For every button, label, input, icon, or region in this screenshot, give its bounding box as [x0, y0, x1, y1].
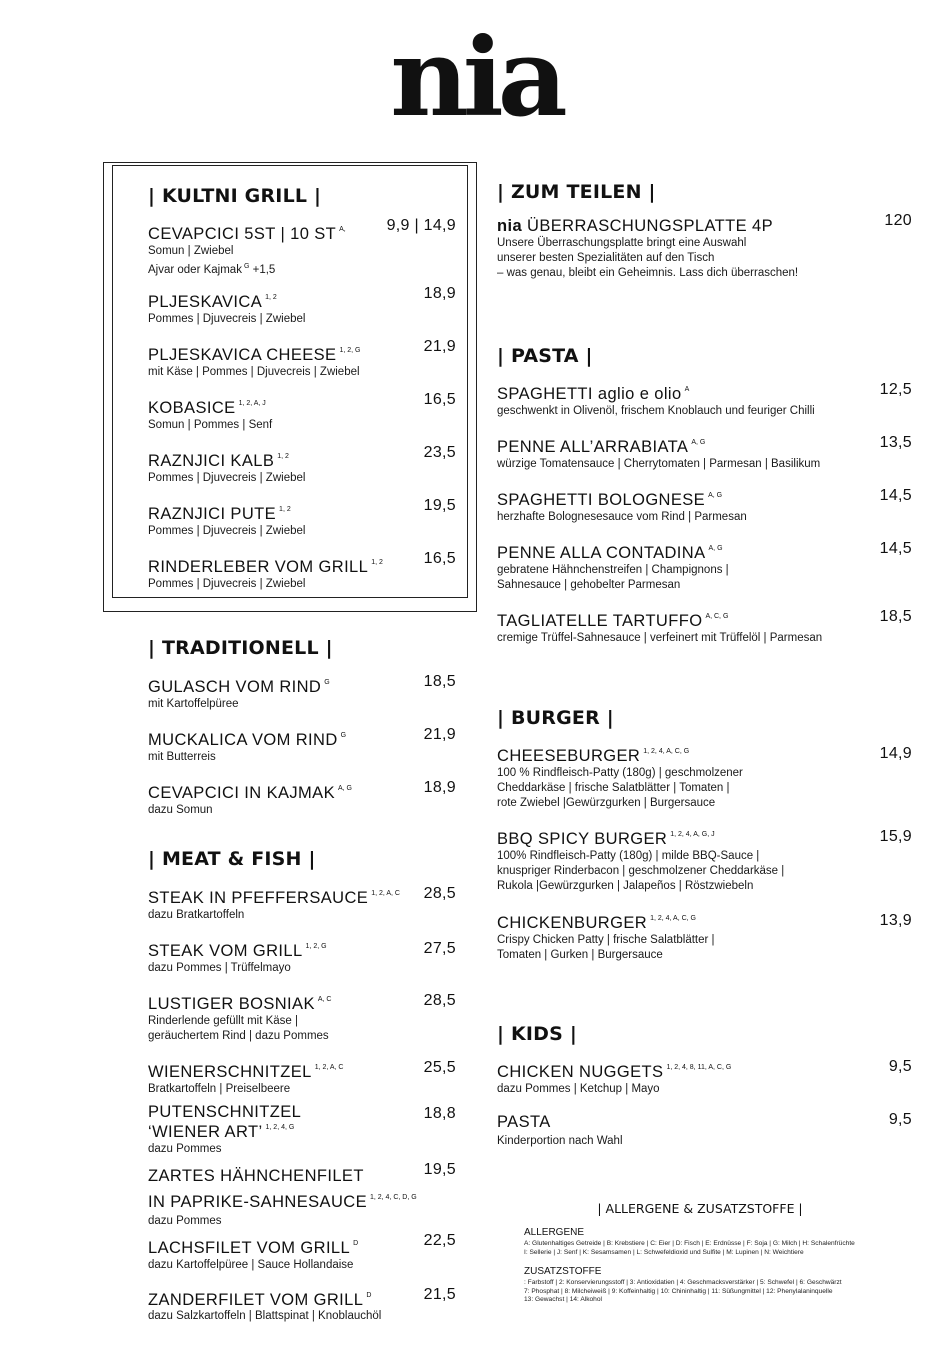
menu-item	[148, 779, 352, 818]
item-name: CHICKENBURGER	[497, 914, 648, 932]
item-description: dazu Salzkartoffeln | Blattspinat | Knoblauchöl	[148, 1310, 382, 1322]
item-name: GULASCH VOM RIND	[148, 678, 322, 696]
item-price: 14,5	[879, 540, 912, 557]
section-title-kids: | KIDS |	[497, 1023, 577, 1045]
menu-item	[148, 553, 383, 592]
allergen-codes: A,	[339, 226, 346, 233]
item-name: PLJESKAVICA	[148, 293, 263, 311]
item-name: LACHSFILET VOM GRILL	[148, 1239, 351, 1257]
item-price: 19,5	[423, 497, 456, 514]
item-price: 18,5	[879, 608, 912, 625]
item-price: 21,9	[423, 338, 456, 355]
allergen-codes: 1, 2, 4, A, C, G	[643, 748, 690, 755]
allergen-codes: 1, 2, 4, C, D, G	[369, 1194, 417, 1201]
menu-item	[148, 288, 305, 327]
item-name: WIENERSCHNITZEL	[148, 1063, 312, 1081]
item-description: Rukola |Gewürzgurken | Jalapeños | Röstzwiebeln	[497, 880, 754, 892]
allergen-codes: A, G	[338, 785, 353, 792]
item-name: PLJESKAVICA CHEESE	[148, 346, 337, 364]
menu-item	[148, 1234, 358, 1273]
brand-prefix: nia	[497, 217, 523, 235]
item-name: SPAGHETTI BOLOGNESE	[497, 491, 706, 509]
item-name: CEVAPCICI 5ST | 10 ST	[148, 225, 337, 243]
item-price: 13,5	[879, 434, 912, 451]
allergen-codes: G	[243, 263, 250, 270]
item-description: geschwenkt in Olivenöl, frischem Knoblauch und feuriger Chilli	[497, 405, 815, 417]
zusatzstoffe-label: ZUSATZSTOFFE	[524, 1266, 602, 1277]
menu-item	[148, 1287, 381, 1324]
item-name: STEAK IN PFEFFERSAUCE	[148, 889, 369, 907]
item-name: IN PAPRIKE-SAHNESAUCE	[148, 1193, 367, 1211]
item-description: herzhafte Bolognesesauce vom Rind | Parmesan	[497, 511, 747, 523]
section-title-zum-teilen: | ZUM TEILEN |	[497, 181, 656, 203]
allergen-codes: A	[684, 386, 690, 393]
item-name: ZARTES HÄHNCHENFILET	[148, 1167, 364, 1185]
section-title-kultni-grill: | KULTNI GRILL |	[148, 185, 322, 207]
menu-item	[148, 1058, 343, 1097]
menu-item	[497, 216, 798, 281]
item-description: gebratene Hähnchenstreifen | Champignons |	[497, 564, 729, 576]
allergen-codes: 1, 2, G	[305, 943, 327, 950]
item-name: RAZNJICI PUTE	[148, 505, 277, 523]
item-description: mit Kartoffelpüree	[148, 698, 239, 710]
item-description: – was genau, bleibt ein Geheimnis. Lass dich überraschen!	[497, 267, 799, 279]
item-name: RINDERLEBER VOM GRILL	[148, 558, 369, 576]
allergen-codes: 1, 2, G	[339, 347, 361, 354]
item-price: 15,9	[879, 828, 912, 845]
item-name: ‘WIENER ART’	[148, 1123, 263, 1141]
allergen-codes: 1, 2	[277, 453, 289, 460]
item-price: 28,5	[423, 885, 456, 902]
allergene-line: I: Sellerie | J: Senf | K: Sesamsamen | L: Schwefeldioxid und Sulfite | M: Lupinen | N: Weichtiere	[524, 1248, 804, 1256]
allergen-codes: 1, 2, A, J	[238, 400, 266, 407]
item-price: 18,9	[423, 779, 456, 796]
item-name: PASTA	[497, 1113, 551, 1131]
menu-item	[148, 341, 360, 380]
item-name: MUCKALICA VOM RIND	[148, 731, 338, 749]
allergene-line: A: Glutenhaltiges Getreide | B: Krebstiere | C: Eier | D: Fisch | E: Erdnüsse | F: Soja | G: Milch | H: Schalenfrüchte	[524, 1240, 855, 1247]
allergen-codes: 1, 2	[279, 506, 291, 513]
menu-item	[497, 380, 815, 419]
item-description: mit Butterreis	[148, 751, 216, 763]
section-title-pasta: | PASTA |	[497, 345, 593, 367]
allergen-codes: A, C, G	[705, 613, 729, 620]
allergen-codes: A, G	[708, 492, 723, 499]
item-description: 100 % Rindfleisch-Patty (180g) | geschmolzener	[497, 767, 743, 779]
item-price: 13,9	[879, 912, 912, 929]
item-extra-price: +1,5	[252, 264, 276, 276]
menu-item	[497, 1111, 623, 1149]
item-name: LUSTIGER BOSNIAK	[148, 995, 315, 1013]
item-price: 9,5	[888, 1058, 912, 1075]
allergen-codes: G	[340, 732, 347, 739]
item-description: Pommes | Djuvecreis | Zwiebel	[148, 578, 306, 590]
item-price: 18,5	[423, 673, 456, 690]
item-name: TAGLIATELLE TARTUFFO	[497, 612, 703, 630]
section-title-traditionell: | TRADITIONELL |	[148, 637, 333, 659]
allergen-codes: A, G	[691, 439, 706, 446]
menu-item	[148, 500, 305, 539]
item-name: PENNE ALLA CONTADINA	[497, 544, 706, 562]
item-price: 14,9	[879, 745, 912, 762]
item-description: mit Käse | Pommes | Djuvecreis | Zwiebel	[148, 366, 360, 378]
item-description: dazu Somun	[148, 804, 213, 816]
allergen-codes: 1, 2, A, C	[314, 1064, 344, 1071]
item-price: 12,5	[879, 381, 912, 398]
item-name: CHEESEBURGER	[497, 747, 641, 765]
item-description: dazu Pommes | Trüffelmayo	[148, 962, 291, 974]
item-price: 18,8	[423, 1105, 456, 1122]
item-name: RAZNJICI KALB	[148, 452, 275, 470]
zusatzstoffe-line: 7: Phosphat | 8: Milcheiweiß | 9: Koffeinhaltig | 10: Chininhaltig | 11: Süßungmittel | 12: Phenylalaninquelle	[524, 1287, 833, 1295]
item-price: 21,9	[423, 726, 456, 743]
allergen-codes: A, G	[708, 545, 723, 552]
allergene-label: ALLERGENE	[524, 1227, 585, 1238]
item-description: würzige Tomatensauce | Cherrytomaten | Parmesan | Basilikum	[497, 458, 821, 470]
item-description: geräuchertem Rind | dazu Pommes	[148, 1030, 329, 1042]
item-name: ZANDERFILET VOM GRILL	[148, 1291, 364, 1309]
item-price: 14,5	[879, 487, 912, 504]
item-price: 22,5	[423, 1232, 456, 1249]
item-name: PUTENSCHNITZEL	[148, 1103, 302, 1121]
menu-item	[497, 539, 729, 593]
allergen-codes: 1, 2, 4, G	[265, 1124, 295, 1131]
menu-item	[148, 447, 305, 486]
item-price: 23,5	[423, 444, 456, 461]
allergen-codes: D	[366, 1292, 372, 1299]
menu-item	[497, 1058, 731, 1097]
menu-item	[148, 990, 331, 1044]
menu-item	[148, 1165, 417, 1229]
item-price: 27,5	[423, 940, 456, 957]
brand-logo: nia	[390, 15, 562, 141]
item-price: 19,5	[423, 1161, 456, 1178]
item-description: Somun | Zwiebel	[148, 245, 234, 257]
item-description: dazu Pommes	[148, 1143, 222, 1155]
section-title-meat-fish: | MEAT & FISH |	[148, 848, 316, 870]
item-description: rote Zwiebel |Gewürzgurken | Burgersauce	[497, 797, 716, 809]
item-price: 120	[884, 212, 912, 229]
allergy-legend-title: | ALLERGENE & ZUSATZSTOFFE |	[597, 1201, 803, 1216]
item-description: Cheddarkäse | frische Salatblätter | Tomaten |	[497, 782, 730, 794]
menu-item	[497, 909, 715, 963]
item-description: Ajvar oder Kajmak	[148, 264, 242, 276]
menu-item	[148, 937, 327, 976]
item-description: Rinderlende gefüllt mit Käse |	[148, 1015, 299, 1027]
item-name: ÜBERRASCHUNGSPLATTE 4P	[522, 217, 773, 235]
allergen-codes: 1, 2, 4, A, C, G	[650, 915, 696, 922]
item-description: dazu Kartoffelpüree | Sauce Hollandaise	[148, 1259, 354, 1271]
allergen-codes: D	[353, 1240, 359, 1247]
item-description: Bratkartoffeln | Preiselbeere	[148, 1083, 291, 1095]
item-description: Somun | Pommes | Senf	[148, 419, 273, 431]
menu-item	[497, 742, 743, 811]
item-description: dazu Pommes | Ketchup | Mayo	[497, 1083, 660, 1095]
allergen-codes: 1, 2	[371, 559, 383, 566]
allergen-codes: G	[324, 679, 330, 686]
item-price: 28,5	[423, 992, 456, 1009]
menu-item	[148, 673, 330, 712]
allergen-codes: 1, 2, 4, 8, 11, A, C, G	[666, 1064, 732, 1071]
menu-item	[148, 220, 346, 278]
item-description: Sahnesauce | gehobelter Parmesan	[497, 579, 681, 591]
menu-item	[497, 486, 747, 525]
item-name: BBQ SPICY BURGER	[497, 830, 668, 848]
item-name: CHICKEN NUGGETS	[497, 1063, 664, 1081]
item-description: Pommes | Djuvecreis | Zwiebel	[148, 313, 306, 325]
item-description: unserer besten Spezialitäten auf den Tisch	[497, 252, 715, 264]
item-description: knuspriger Rinderbacon | geschmolzener Cheddarkäse |	[497, 865, 785, 877]
item-price: 16,5	[423, 550, 456, 567]
zusatzstoffe-line: : Farbstoff | 2: Konservierungsstoff | 3: Antioxidatien | 4: Geschmacksverstärker | 5: Schwefel | 6: Geschwärzt	[524, 1279, 842, 1286]
allergen-codes: 1, 2, 4, A, G, J	[670, 831, 715, 838]
item-description: Tomaten | Gurken | Burgersauce	[497, 949, 663, 961]
zusatzstoffe-line: 13: Gewachst | 14: Alkohol	[524, 1296, 602, 1303]
item-name: PENNE ALL’ARRABIATA	[497, 438, 689, 456]
menu-item	[148, 726, 346, 765]
section-title-burger: | BURGER |	[497, 707, 614, 729]
menu-item	[497, 825, 784, 894]
item-name: KOBASICE	[148, 399, 236, 417]
allergen-codes: 1, 2, A, C	[371, 890, 400, 897]
item-name: SPAGHETTI aglio e olio	[497, 385, 682, 403]
item-price: 9,5	[888, 1111, 912, 1128]
menu-item	[148, 394, 272, 433]
menu-item	[497, 607, 822, 646]
item-price: 18,9	[423, 285, 456, 302]
allergen-codes: 1, 2	[265, 294, 277, 301]
item-description: cremige Trüffel-Sahnesauce | verfeinert mit Trüffelöl | Parmesan	[497, 632, 823, 644]
item-price: 25,5	[423, 1059, 456, 1076]
item-description: Pommes | Djuvecreis | Zwiebel	[148, 525, 306, 537]
item-name: CEVAPCICI IN KAJMAK	[148, 784, 335, 802]
item-name: STEAK VOM GRILL	[148, 942, 303, 960]
item-description: Unsere Überraschungsplatte bringt eine Auswahl	[497, 237, 747, 249]
item-description: Pommes | Djuvecreis | Zwiebel	[148, 472, 306, 484]
item-description: dazu Pommes	[148, 1215, 222, 1227]
item-description: dazu Bratkartoffeln	[148, 909, 245, 921]
menu-item	[148, 884, 400, 923]
item-price: 21,5	[423, 1286, 456, 1303]
item-description: Crispy Chicken Patty | frische Salatblätter |	[497, 934, 715, 946]
item-price: 16,5	[423, 391, 456, 408]
item-description: Kinderportion nach Wahl	[497, 1135, 623, 1147]
menu-item	[148, 1104, 301, 1157]
item-price: 9,9 | 14,9	[386, 217, 456, 234]
item-description: 100% Rindfleisch-Patty (180g) | milde BBQ-Sauce |	[497, 850, 760, 862]
allergen-codes: A, C	[317, 996, 332, 1003]
menu-item	[497, 433, 820, 472]
